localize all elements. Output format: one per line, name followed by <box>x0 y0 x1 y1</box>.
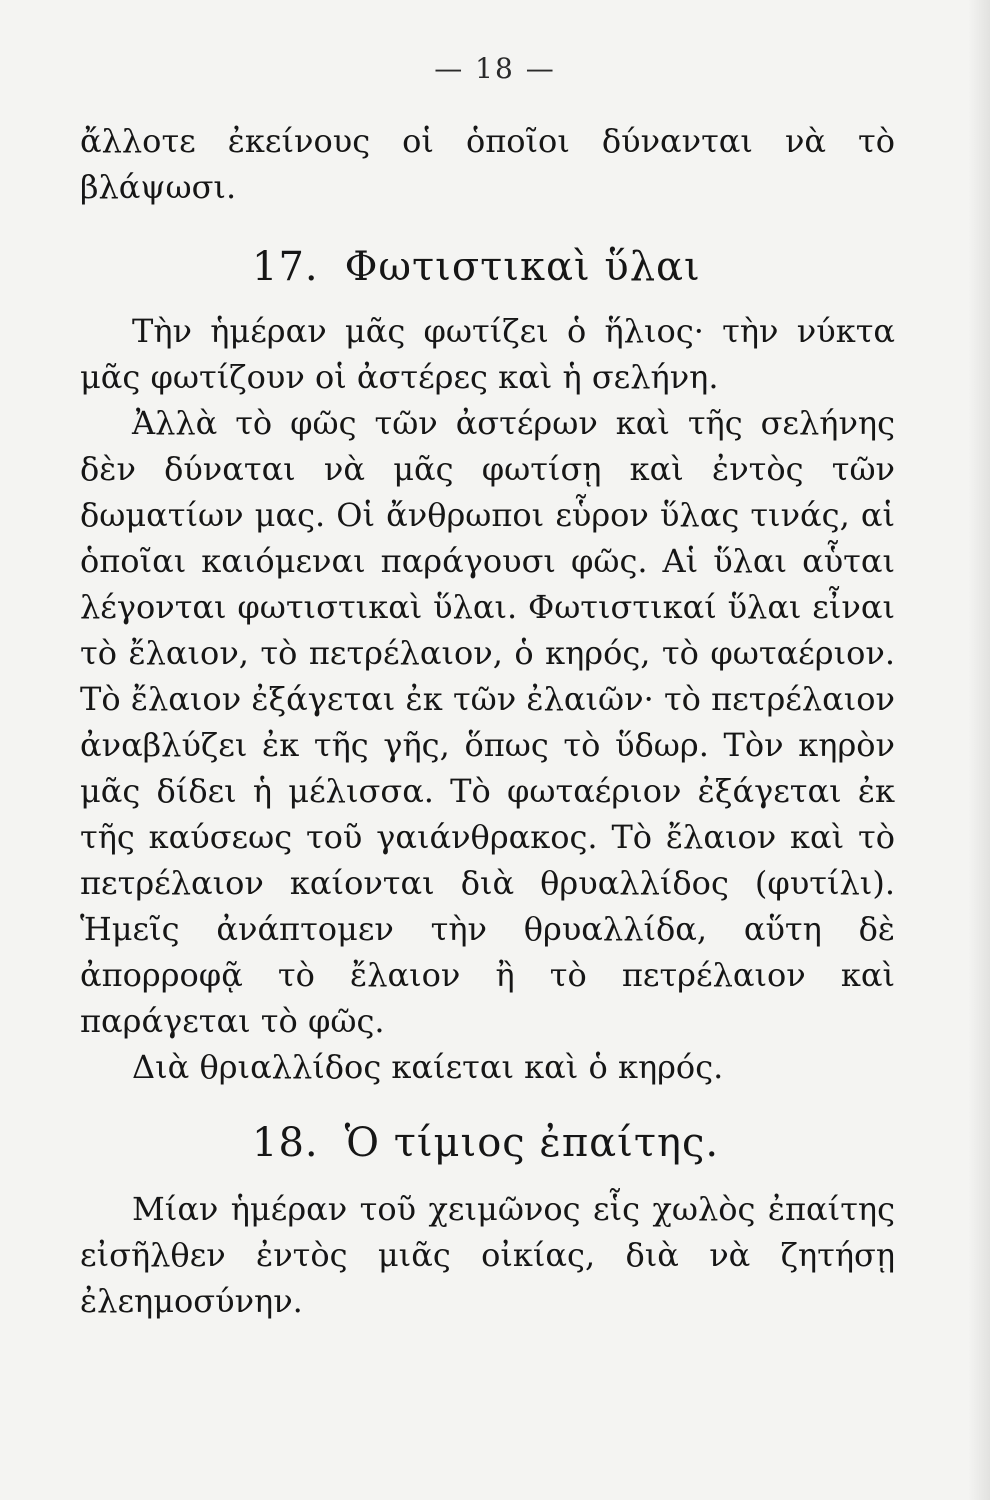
text-column <box>80 118 895 1324</box>
section-17-paragraph-1: Τὴν ἡμέραν μᾶς φωτίζει ὁ ἥλιος· τὴν νύκτα μᾶς φωτίζουν οἱ ἀστέρες καὶ ἡ σελήνη. <box>80 312 895 396</box>
section-18-paragraph-1: Μίαν ἡμέραν τοῦ χειμῶνος εἷς χωλὸς ἐπαίτης εἰσῆλθεν ἐντὸς μιᾶς οἰκίας, διὰ νὰ ζητήσῃ ἐλεημοσύνην. <box>80 1190 895 1320</box>
page-number: — 18 — <box>434 52 556 85</box>
section-17-paragraph-2: Ἀλλὰ τὸ φῶς τῶν ἀστέρων καὶ τῆς σελήνης δὲν δύναται νὰ μᾶς φωτίσῃ καὶ ἐντὸς τῶν δωματίων μας. Οἱ ἄνθρωποι εὗρον ὕλας τινάς, αἱ ὁποῖαι καιόμεναι παράγουσι φῶς. Αἱ ὕλαι αὗται λέγονται φωτιστικαὶ ὕλαι. Φωτιστικαί ὕλαι εἶναι τὸ ἔλαιον, τὸ πετρέλαιον, ὁ κηρός, τὸ φωταέριον. Τὸ ἔλαιον ἐξάγεται ἐκ τῶν ἐλαιῶν· τὸ πετρέλαιον ἀναβλύζει ἐκ τῆς γῆς, ὅπως τὸ ὕδωρ. Τὸν κηρὸν μᾶς δίδει ἡ μέλισσα. Τὸ φωταέριον ἐξάγεται ἐκ τῆς καύσεως τοῦ γαιάνθρακος. Τὸ ἔλαιον καὶ τὸ πετρέλαιον καίονται διὰ θρυαλλίδος (φυτίλι). Ἡμεῖς ἀνάπτομεν τὴν θρυαλλίδα, αὕτη δὲ ἀπορροφᾷ τὸ ἔλαιον ἢ τὸ πετρέλαιον καὶ παράγεται τὸ φῶς. <box>80 404 895 1040</box>
section-18-heading <box>80 1116 895 1170</box>
section-17-number: 17. <box>252 244 319 290</box>
section-17-heading <box>80 240 895 294</box>
section-18-title: Ὁ τίμιος ἐπαίτης. <box>344 1120 720 1166</box>
section-18-number: 18. <box>252 1120 319 1166</box>
continuation-paragraph: ἄλλοτε ἐκείνους οἱ ὁποῖοι δύνανται νὰ τὸ βλάψωσι. <box>80 122 895 206</box>
section-17-title: Φωτιστικαὶ ὕλαι <box>344 244 701 290</box>
page-edge-shadow <box>968 0 990 1500</box>
section-17-paragraph-3: Διὰ θριαλλίδος καίεται καὶ ὁ κηρός. <box>132 1048 724 1086</box>
